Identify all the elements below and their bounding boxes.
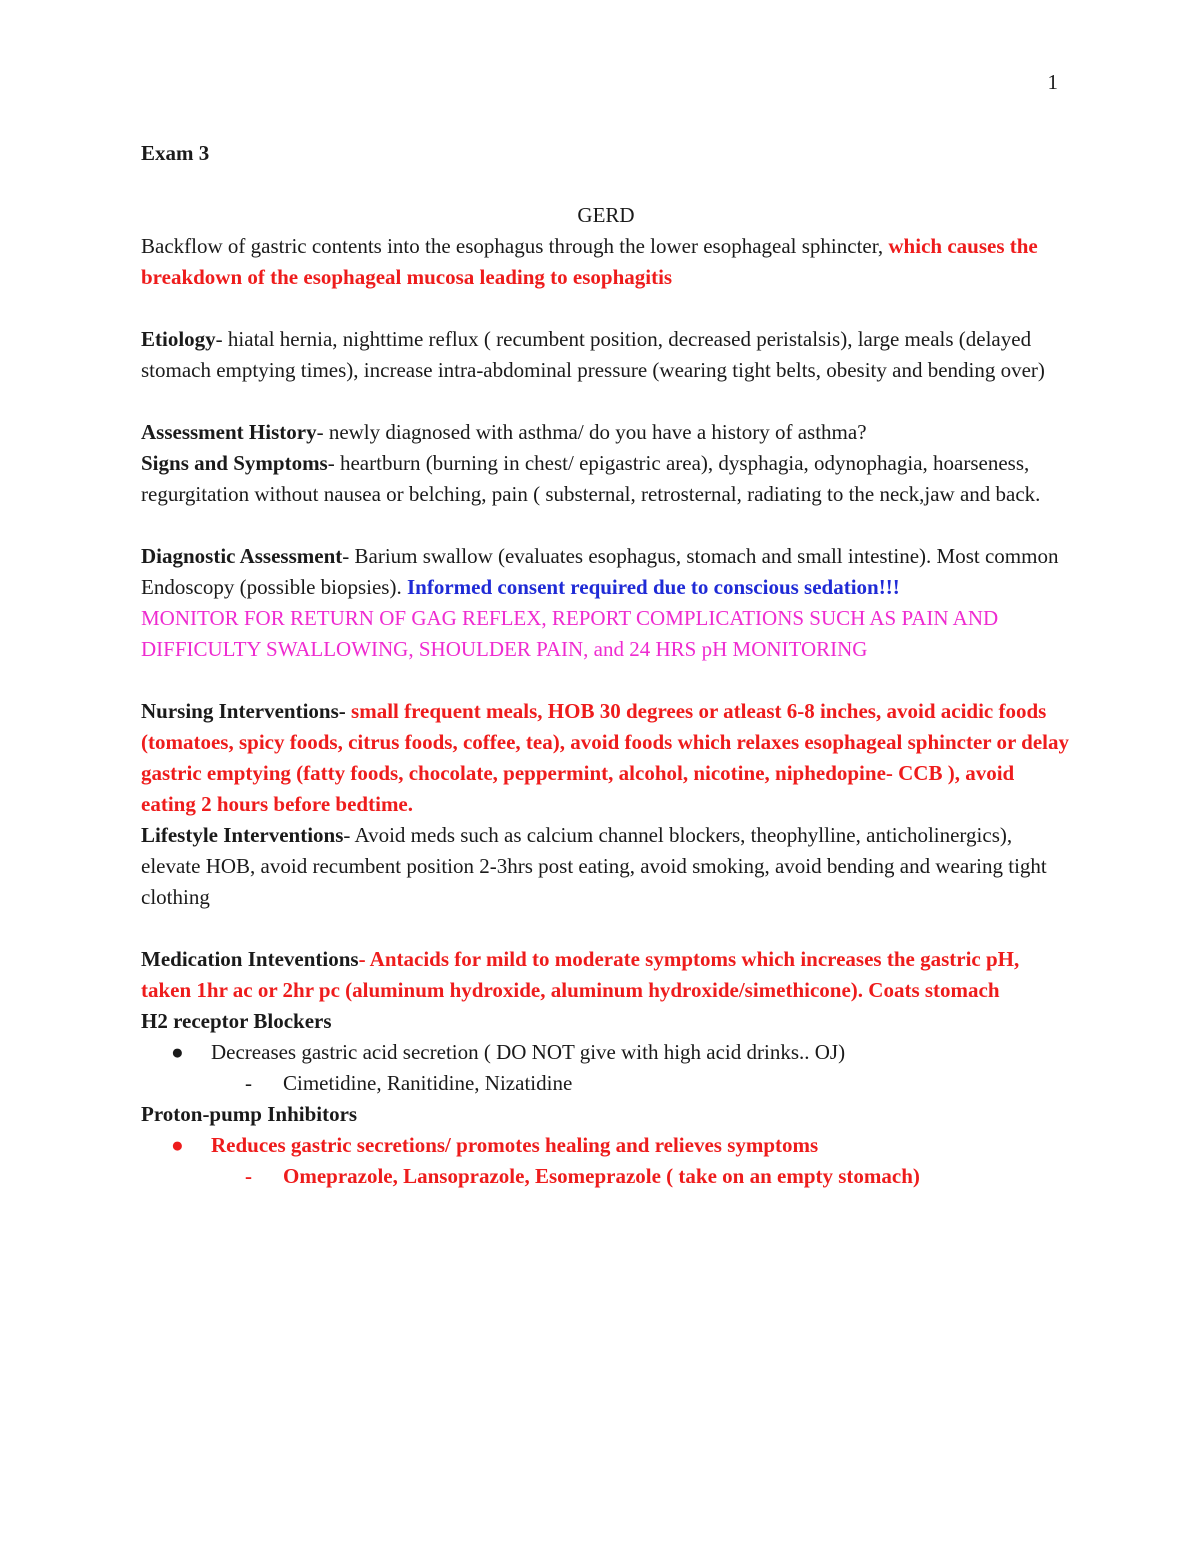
diagnostic-label: Diagnostic Assessment xyxy=(141,544,343,568)
h2-blockers-heading: H2 receptor Blockers xyxy=(141,1009,332,1033)
signs-symptoms-paragraph: Signs and Symptoms- heartburn (burning in chest/ epigastric area), dysphagia, odynophagia, hoarseness, regurgitation without nausea or belching, pain ( substernal, retrosternal, radiating to the neck,jaw and back. xyxy=(141,451,1041,506)
definition-paragraph: Backflow of gastric contents into the esophagus through the lower esophageal sphincter, which causes the breakdown of the esophageal mucosa leading to esophagitis xyxy=(141,234,1038,289)
diagnostic-paragraph: Diagnostic Assessment- Barium swallow (evaluates esophagus, stomach and small intestine). Most common Endoscopy (possible biopsies). Informed consent required due to conscious sedation!!! xyxy=(141,544,1059,599)
lifestyle-label: Lifestyle Interventions xyxy=(141,823,344,847)
dash-icon: - xyxy=(245,1071,252,1095)
monitoring-note: MONITOR FOR RETURN OF GAG REFLEX, REPORT COMPLICATIONS SUCH AS PAIN AND DIFFICULTY SWALLOWING, SHOULDER PAIN, and 24 HRS pH MONITORING xyxy=(141,606,999,661)
dash-icon: - xyxy=(245,1164,252,1188)
definition-highlight: which causes the breakdown of the esophageal mucosa leading to esophagitis xyxy=(141,234,1038,289)
section-heading-gerd: GERD xyxy=(577,203,635,227)
etiology-label: Etiology xyxy=(141,327,216,351)
etiology-paragraph: Etiology- hiatal hernia, nighttime reflux ( recumbent position, decreased peristalsis), large meals (delayed stomach emptying times), increase intra-abdominal pressure (wearing tight belts, obesity and bending over) xyxy=(141,327,1045,382)
list-item: - Omeprazole, Lansoprazole, Esomeprazole ( take on an empty stomach) xyxy=(141,1161,1071,1192)
nursing-interventions-text: small frequent meals, HOB 30 degrees or atleast 6-8 inches, avoid acidic foods (tomatoes, spicy foods, citrus foods, coffee, tea), avoid foods which relaxes esophageal sphincter or delay gastric emptying (fatty foods, chocolate, peppermint, alcohol, nicotine, niphedopine- CCB ), avoid eating 2 hours before bedtime. xyxy=(141,699,1070,816)
bullet-icon: ● xyxy=(171,1040,184,1064)
consent-warning: Informed consent required due to conscious sedation!!! xyxy=(406,575,900,599)
signs-symptoms-label: Signs and Symptoms xyxy=(141,451,328,475)
assessment-history-paragraph: Assessment History- newly diagnosed with asthma/ do you have a history of asthma? xyxy=(141,420,867,444)
medication-label: Medication Inteventions xyxy=(141,947,359,971)
exam-title: Exam 3 xyxy=(141,141,210,165)
page-number: 1 xyxy=(1047,70,1058,94)
nursing-paragraph: Nursing Interventions- small frequent meals, HOB 30 degrees or atleast 6-8 inches, avoid acidic foods (tomatoes, spicy foods, citrus foods, coffee, tea), avoid foods which relaxes esophageal sphincter or delay gastric emptying (fatty foods, chocolate, peppermint, alcohol, nicotine, niphedopine- CCB ), avoid eating 2 hours before bedtime. xyxy=(141,699,1070,816)
nursing-label: Nursing Interventions xyxy=(141,699,339,723)
bullet-icon: ● xyxy=(171,1133,184,1157)
medication-paragraph xyxy=(141,944,1071,1006)
list-item: ● Reduces gastric secretions/ promotes healing and relieves symptoms xyxy=(141,1130,1071,1161)
list-item: ● Decreases gastric acid secretion ( DO NOT give with high acid drinks.. OJ) xyxy=(141,1037,1071,1068)
lifestyle-paragraph: Lifestyle Interventions- Avoid meds such as calcium channel blockers, theophylline, anticholinergics), elevate HOB, avoid recumbent position 2-3hrs post eating, avoid smoking, avoid bending and wearing tight clothing xyxy=(141,823,1047,909)
assessment-history-label: Assessment History xyxy=(141,420,317,444)
medication-text: - Antacids for mild to moderate symptoms which increases the gastric pH, taken 1hr ac or 2hr pc (aluminum hydroxide, aluminum hydroxide/simethicone). Coats stomach xyxy=(141,947,1020,1002)
ppi-heading: Proton-pump Inhibitors xyxy=(141,1102,358,1126)
document-body xyxy=(141,138,1071,1192)
list-item: - Cimetidine, Ranitidine, Nizatidine xyxy=(141,1068,1071,1099)
